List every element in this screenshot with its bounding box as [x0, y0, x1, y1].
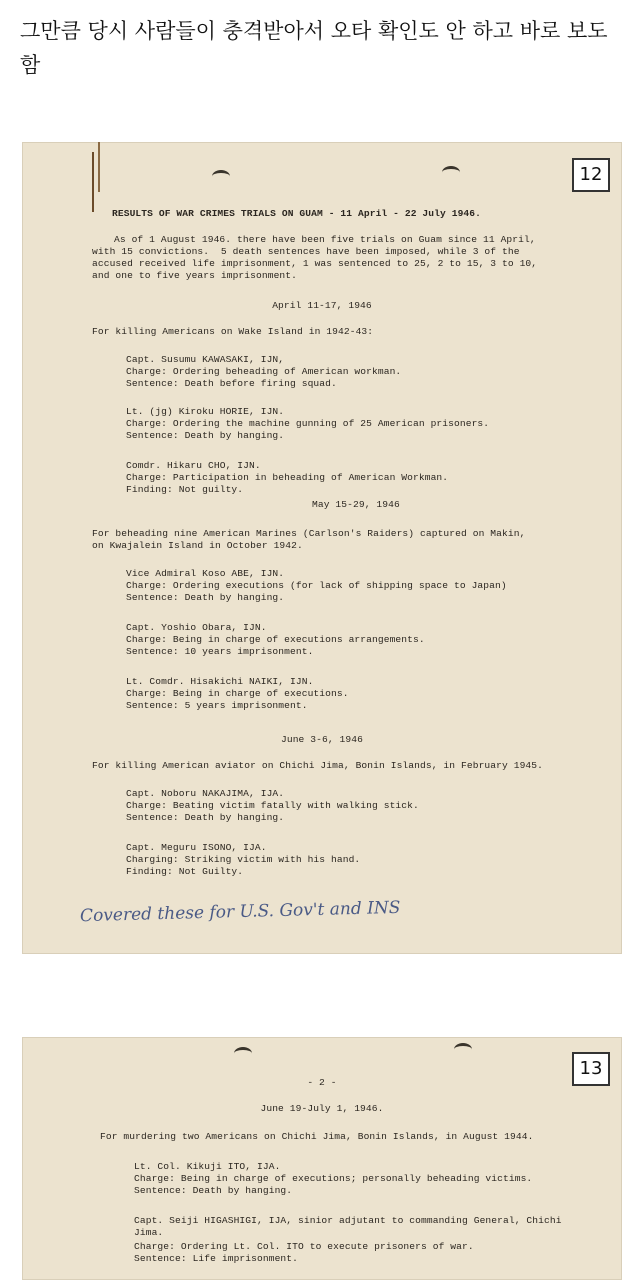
charge-line: Charge: Ordering the machine gunning of 25 American prisoners.: [126, 418, 490, 429]
punch-hole: [454, 1043, 472, 1056]
defendant-name: Capt. Seiji HIGASHIGI, IJA, sinior adjutant to commanding General, Chichi: [134, 1215, 562, 1226]
defendant-name: Capt. Yoshio Obara, IJN.: [126, 622, 267, 633]
section-date: June 3-6, 1946: [280, 734, 363, 745]
section-date: May 15-29, 1946: [312, 499, 400, 510]
sentence-line: Sentence: Death by hanging.: [134, 1185, 293, 1196]
charge-line: Charge: Ordering beheading of American workman.: [126, 366, 402, 377]
sentence-line: Sentence: 5 years imprisonment.: [126, 700, 308, 711]
page-number-badge: 13: [572, 1052, 610, 1086]
sentence-line: Sentence: Death by hanging.: [126, 430, 285, 441]
page-number-badge: 12: [572, 158, 610, 192]
defendant-name: Capt. Noboru NAKAJIMA, IJA.: [126, 788, 285, 799]
sentence-line: Sentence: Death by hanging.: [126, 812, 285, 823]
charge-line: Charging: Striking victim with his hand.: [126, 854, 361, 865]
charge-line: Charge: Beating victim fatally with walking stick.: [126, 800, 419, 811]
document-page-1: [22, 142, 622, 954]
defendant-name: Lt. Col. Kikuji ITO, IJA.: [134, 1161, 281, 1172]
defendant-name: Capt. Susumu KAWASAKI, IJN,: [126, 354, 285, 365]
defendant-name: Lt. Comdr. Hisakichi NAIKI, IJN.: [126, 676, 314, 687]
sentence-line: Sentence: Death by hanging.: [126, 592, 285, 603]
sentence-line: Sentence: Death before firing squad.: [126, 378, 337, 389]
section-date: April 11-17, 1946: [272, 300, 372, 311]
finding-line: Finding: Not Guilty.: [126, 866, 244, 877]
post-caption: 그만큼 당시 사람들이 충격받아서 오타 확인도 안 하고 바로 보도함: [20, 19, 608, 77]
intro-line: with 15 convictions. 5 death sentences have been imposed, while 3 of the: [92, 246, 520, 257]
charge-line: Charge: Ordering executions (for lack of shipping space to Japan): [126, 580, 507, 591]
binder-mark: [98, 142, 100, 192]
defendant-name-cont: Jima.: [134, 1227, 164, 1238]
sentence-line: Sentence: Life imprisonment.: [134, 1253, 299, 1264]
charge-line: Charge: Ordering Lt. Col. ITO to execute prisoners of war.: [134, 1241, 474, 1252]
defendant-name: Comdr. Hikaru CHO, IJN.: [126, 460, 261, 471]
defendant-name: Vice Admiral Koso ABE, IJN.: [126, 568, 285, 579]
charge-line: Charge: Being in charge of executions arrangements.: [126, 634, 425, 645]
intro-line: As of 1 August 1946. there have been five trials on Guam since 11 April,: [114, 234, 536, 245]
intro-line: accused received life imprisonment, 1 was sentenced to 25, 2 to 15, 3 to 10,: [92, 258, 538, 269]
page-marker: - 2 -: [307, 1077, 337, 1088]
section-heading: For murdering two Americans on Chichi Jima, Bonin Islands, in August 1944.: [100, 1131, 534, 1142]
defendant-name: Capt. Meguru ISONO, IJA.: [126, 842, 267, 853]
charge-line: Charge: Being in charge of executions.: [126, 688, 349, 699]
binder-mark: [92, 152, 94, 212]
charge-line: Charge: Being in charge of executions; personally beheading victims.: [134, 1173, 533, 1184]
defendant-name: Lt. (jg) Kiroku HORIE, IJN.: [126, 406, 285, 417]
charge-line: Charge: Participation in beheading of American Workman.: [126, 472, 449, 483]
handwritten-note: Covered these for U.S. Gov't and INS: [79, 897, 401, 927]
section-heading: on Kwajalein Island in October 1942.: [92, 540, 303, 551]
section-heading: For beheading nine American Marines (Carlson's Raiders) captured on Makin,: [92, 528, 526, 539]
punch-hole: [234, 1047, 252, 1060]
punch-hole: [212, 170, 230, 183]
intro-line: and one to five years imprisonment.: [92, 270, 298, 281]
document-page-2: [22, 1037, 622, 1280]
punch-hole: [442, 166, 460, 179]
section-date: June 19-July 1, 1946.: [260, 1103, 384, 1114]
sentence-line: Sentence: 10 years imprisonment.: [126, 646, 314, 657]
section-heading: For killing Americans on Wake Island in 1942-43:: [92, 326, 374, 337]
section-heading: For killing American aviator on Chichi Jima, Bonin Islands, in February 1945.: [92, 760, 544, 771]
document-title: RESULTS OF WAR CRIMES TRIALS ON GUAM - 11 April - 22 July 1946.: [112, 208, 482, 219]
finding-line: Finding: Not guilty.: [126, 484, 244, 495]
